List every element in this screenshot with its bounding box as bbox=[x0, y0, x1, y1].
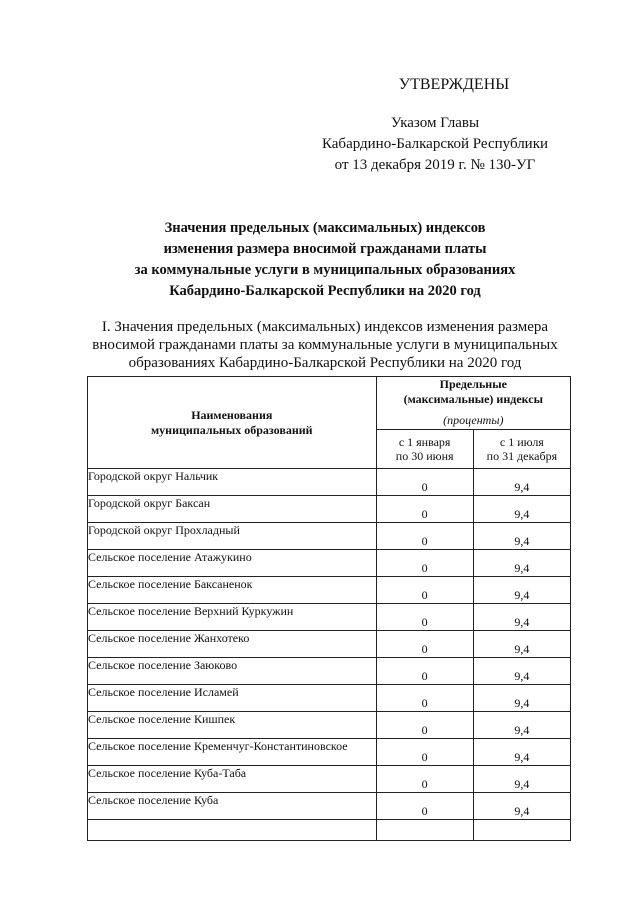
municipality-name: Городской округ Нальчик bbox=[88, 469, 377, 496]
table-row bbox=[88, 793, 571, 820]
table-row bbox=[88, 685, 571, 712]
name-header-line: Наименования bbox=[191, 407, 273, 422]
title-line: изменения размера вносимой гражданами платы bbox=[163, 241, 487, 257]
table-row bbox=[88, 658, 571, 685]
table-row bbox=[88, 550, 571, 577]
index-first-half: 0 bbox=[376, 550, 473, 577]
municipality-name: Сельское поселение Куба bbox=[88, 793, 377, 820]
index-second-half: 9,4 bbox=[473, 469, 570, 496]
municipality-name: Сельское поселение Атажукино bbox=[88, 550, 377, 577]
municipality-name: Сельское поселение Жанхотеко bbox=[88, 631, 377, 658]
index-first-half: 0 bbox=[376, 793, 473, 820]
index-column-header bbox=[376, 377, 570, 430]
municipality-name: Сельское поселение Исламей bbox=[88, 685, 377, 712]
index-first-half: 0 bbox=[376, 577, 473, 604]
index-first-half: 0 bbox=[376, 739, 473, 766]
municipality-name: Городской округ Баксан bbox=[88, 496, 377, 523]
document-title bbox=[80, 218, 570, 302]
section-title bbox=[80, 318, 570, 372]
index-second-half: 9,4 bbox=[473, 496, 570, 523]
index-first-half: 0 bbox=[376, 685, 473, 712]
index-second-half: 9,4 bbox=[473, 550, 570, 577]
table-row bbox=[88, 766, 571, 793]
period-line: с 1 июля bbox=[499, 435, 544, 449]
index-first-half: 0 bbox=[376, 496, 473, 523]
period-first-half-header bbox=[376, 430, 473, 469]
table-row bbox=[88, 577, 571, 604]
index-header-line: Предельные bbox=[439, 377, 507, 391]
approval-line: от 13 декабря 2019 г. № 130-УГ bbox=[334, 157, 536, 173]
municipality-name: Сельское поселение Баксаненок bbox=[88, 577, 377, 604]
municipality-name: Сельское поселение Кременчуг-Константиновское bbox=[88, 739, 377, 766]
table-row bbox=[88, 739, 571, 766]
index-second-half: 9,4 bbox=[473, 793, 570, 820]
table-row bbox=[88, 631, 571, 658]
index-second-half: 9,4 bbox=[473, 523, 570, 550]
period-line: по 31 декабря bbox=[486, 449, 558, 463]
table-header-row bbox=[88, 377, 571, 430]
approval-heading: УТВЕРЖДЕНЫ bbox=[398, 76, 510, 93]
municipality-name: Сельское поселение Верхний Куркужин bbox=[88, 604, 377, 631]
empty-cell bbox=[88, 820, 377, 841]
municipality-name: Сельское поселение Кишпек bbox=[88, 712, 377, 739]
index-second-half: 9,4 bbox=[473, 766, 570, 793]
empty-cell bbox=[376, 820, 473, 841]
title-line: Кабардино-Балкарской Республики на 2020 год bbox=[169, 283, 481, 299]
table-row bbox=[88, 523, 571, 550]
section-line: вносимой гражданами платы за коммунальные услуги в муниципальных bbox=[92, 337, 558, 353]
name-column-header bbox=[88, 377, 377, 469]
section-line: образованиях Кабардино-Балкарской Республики на 2020 год bbox=[128, 355, 522, 371]
approval-line: Указом Главы bbox=[390, 115, 480, 131]
indices-table bbox=[87, 376, 571, 841]
name-header-line: муниципальных образований bbox=[151, 422, 313, 437]
empty-cell bbox=[473, 820, 570, 841]
index-unit: (проценты) bbox=[443, 413, 504, 427]
index-first-half: 0 bbox=[376, 712, 473, 739]
title-line: Значения предельных (максимальных) индексов bbox=[164, 220, 486, 236]
period-line: по 30 июня bbox=[395, 449, 454, 463]
municipality-name: Сельское поселение Куба-Таба bbox=[88, 766, 377, 793]
table-row bbox=[88, 496, 571, 523]
period-line: с 1 января bbox=[398, 435, 451, 449]
index-first-half: 0 bbox=[376, 469, 473, 496]
index-second-half: 9,4 bbox=[473, 712, 570, 739]
index-first-half: 0 bbox=[376, 604, 473, 631]
index-first-half: 0 bbox=[376, 631, 473, 658]
index-header-line: (максимальные) индексы bbox=[403, 392, 543, 406]
municipality-name: Сельское поселение Заюково bbox=[88, 658, 377, 685]
index-second-half: 9,4 bbox=[473, 739, 570, 766]
index-second-half: 9,4 bbox=[473, 604, 570, 631]
approval-block bbox=[300, 74, 570, 176]
index-first-half: 0 bbox=[376, 523, 473, 550]
index-first-half: 0 bbox=[376, 766, 473, 793]
table-row-continuation bbox=[88, 820, 571, 841]
table-row bbox=[88, 604, 571, 631]
municipality-name: Городской округ Прохладный bbox=[88, 523, 377, 550]
table-row bbox=[88, 469, 571, 496]
index-second-half: 9,4 bbox=[473, 577, 570, 604]
index-second-half: 9,4 bbox=[473, 685, 570, 712]
index-second-half: 9,4 bbox=[473, 658, 570, 685]
index-first-half: 0 bbox=[376, 658, 473, 685]
section-line: I. Значения предельных (максимальных) индексов изменения размера bbox=[101, 319, 549, 335]
table-row bbox=[88, 712, 571, 739]
title-line: за коммунальные услуги в муниципальных образованиях bbox=[134, 262, 516, 278]
approval-line: Кабардино-Балкарской Республики bbox=[321, 136, 549, 152]
period-second-half-header bbox=[473, 430, 570, 469]
index-second-half: 9,4 bbox=[473, 631, 570, 658]
